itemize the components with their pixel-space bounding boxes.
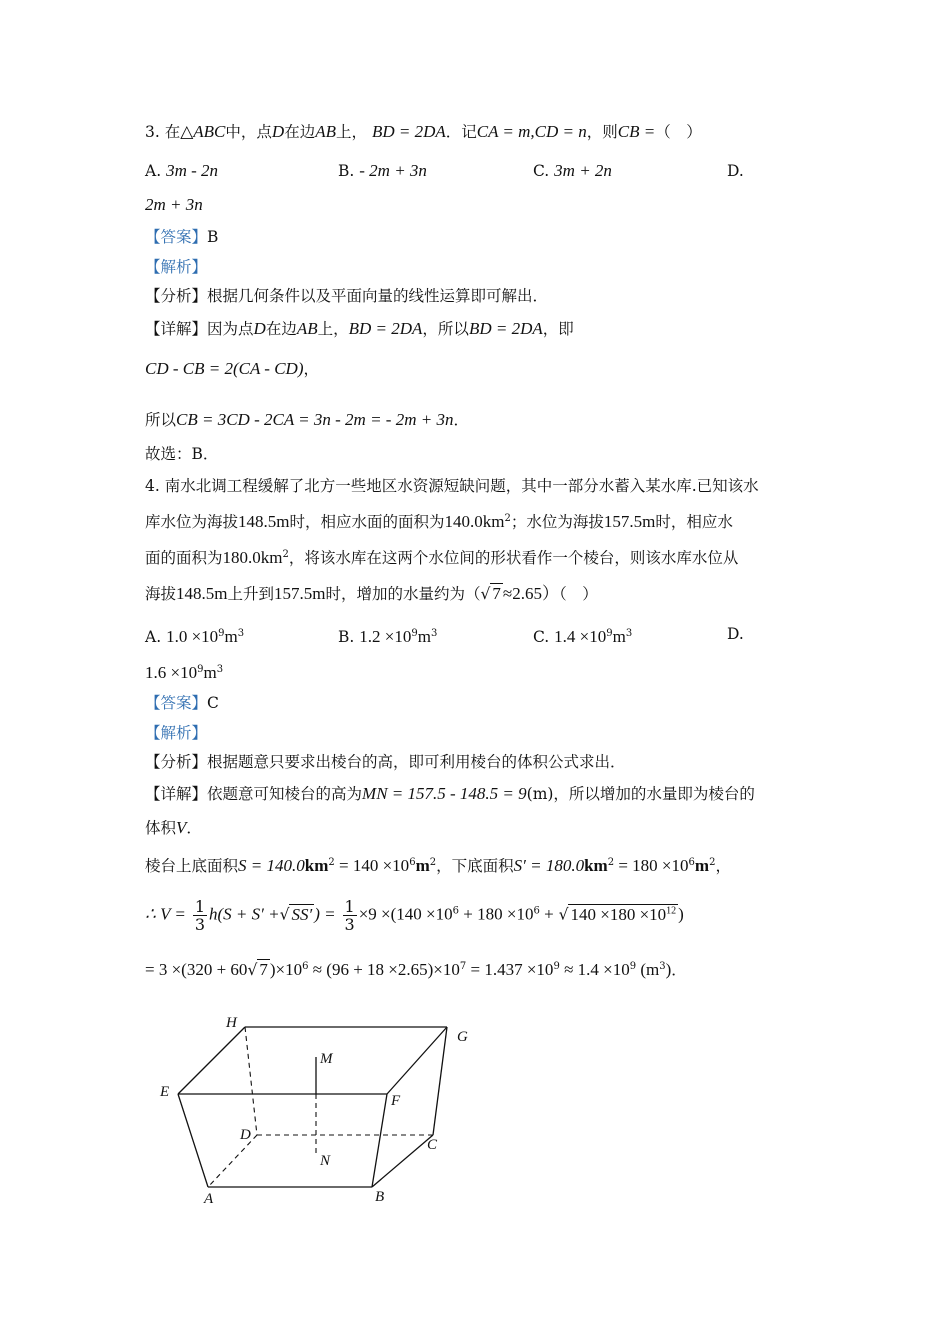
q4-analysis-tag: 【解析】 bbox=[145, 724, 208, 742]
q3-detail: 【详解】因为点D在边AB上，BD = 2DA，所以BD = 2DA，即 bbox=[145, 319, 574, 338]
q4-fenxi: 【分析】根据题意只要求出棱台的高，即可利用棱台的体积公式求出． bbox=[145, 753, 626, 771]
q4-option-d: $1.6 \times 10^9m^3$ bbox=[145, 663, 224, 683]
q4-detail-2: 体积V． bbox=[145, 818, 202, 837]
q3-option-d-label: D. bbox=[727, 162, 744, 180]
label-e: E bbox=[160, 1084, 170, 1100]
q3-fenxi: 【分析】根据几何条件以及平面向量的线性运算即可解出． bbox=[145, 287, 549, 305]
label-m: M bbox=[320, 1051, 333, 1067]
q3-answer: 【答案】B bbox=[145, 228, 219, 246]
label-n: N bbox=[320, 1153, 331, 1169]
q4-detail: 【详解】依题意可知棱台的高为MN = 157.5 - 148.5 = 9(m)，所以增加的水量即为棱台的 bbox=[145, 784, 755, 803]
label-b: B bbox=[375, 1189, 385, 1205]
q4-volume-calc: = 3 ×(320 + 60√ 7 )$\times 10^6 \approx (96 + 18 \times 2.65)\times 10^7 = 1.437 \times 10^9 \approx 1.4 \times 10^9$ $(m^3)$． bbox=[145, 960, 687, 980]
q3-option-d: 2m + 3n bbox=[145, 195, 203, 214]
q3-option-b: B. - 2m + 3n bbox=[338, 161, 427, 180]
label-f: F bbox=[391, 1093, 401, 1109]
label-c: C bbox=[427, 1137, 438, 1153]
q3-analysis-tag: 【解析】 bbox=[145, 258, 208, 276]
q3-condition: BD = 2DA bbox=[371, 122, 446, 141]
label-a: A bbox=[204, 1191, 214, 1207]
q4-option-a: A. $1.0 \times 10^9m^3$ bbox=[145, 627, 245, 647]
q3-equation-1: CD - CB = 2(CA - CD)， bbox=[145, 359, 320, 378]
q3-stem: 3. 在△ABC中，点D在边AB上， BD = 2DA．记CA = m,CD = n，则CB =（ ） bbox=[145, 122, 702, 141]
frustum-figure bbox=[150, 1005, 490, 1210]
label-d: D bbox=[240, 1127, 251, 1143]
q3-vectors: CA = m,CD = n bbox=[476, 122, 587, 141]
q4-stem-line4: 海拔148.5m上升到157.5m时，增加的水量约为（√ 7 ≈2.65）（ ） bbox=[145, 584, 598, 603]
q3-option-c: C. 3m + 2n bbox=[533, 161, 612, 180]
label-g: G bbox=[457, 1029, 468, 1045]
q3-option-a: A. 3m - 2n bbox=[145, 161, 219, 180]
q3-choice: 故选：B． bbox=[145, 445, 219, 463]
label-h: H bbox=[226, 1015, 237, 1031]
q4-option-d-label: D. bbox=[727, 625, 744, 643]
edge-bc bbox=[372, 1135, 433, 1187]
q4-stem-line1: 4. 南水北调工程缓解了北方一些地区水资源短缺问题，其中一部分水蓄入某水库.已知该水 bbox=[145, 477, 759, 495]
edge-fb bbox=[372, 1094, 387, 1187]
edge-he bbox=[178, 1027, 245, 1094]
q4-stem-line3: 面的面积为$180.0km^2$，将该水库在这两个水位间的形状看作一个棱台，则该水库水位从 bbox=[145, 548, 739, 568]
q4-stem-line2: 库水位为海拔148.5m时，相应水面的面积为$140.0km^2$；水位为海拔157.5m时，相应水 bbox=[145, 512, 733, 532]
q3-equation-2: 所以CB = 3CD - 2CA = 3n - 2m = - 2m + 3n． bbox=[145, 410, 469, 429]
q4-option-b: B. $1.2 \times 10^9m^3$ bbox=[338, 627, 438, 647]
q4-volume-formula: ∴ V = $\frac{1}{3}$ h(S + S′ +√ SS′ ) = $\frac{1}{3}$ $\times 9 \times(140 \times 10^6 + 180 \times 10^6$ + √ $140 \times 180 \times 10^{12}$ ) bbox=[145, 897, 684, 935]
edge-gc bbox=[433, 1027, 447, 1135]
q4-answer: 【答案】C bbox=[145, 694, 219, 712]
edge-gf bbox=[387, 1027, 447, 1094]
edge-hd-hidden bbox=[245, 1027, 257, 1135]
q4-area-line: 棱台上底面积$S = 140.0km^2 = 140 \times 10^6m^2$，下底面积$S' = 180.0km^2 = 180 \times 10^6m^2$， bbox=[145, 856, 731, 876]
q4-option-c: C. $1.4 \times 10^9m^3$ bbox=[533, 627, 633, 647]
edge-ea bbox=[178, 1094, 208, 1187]
